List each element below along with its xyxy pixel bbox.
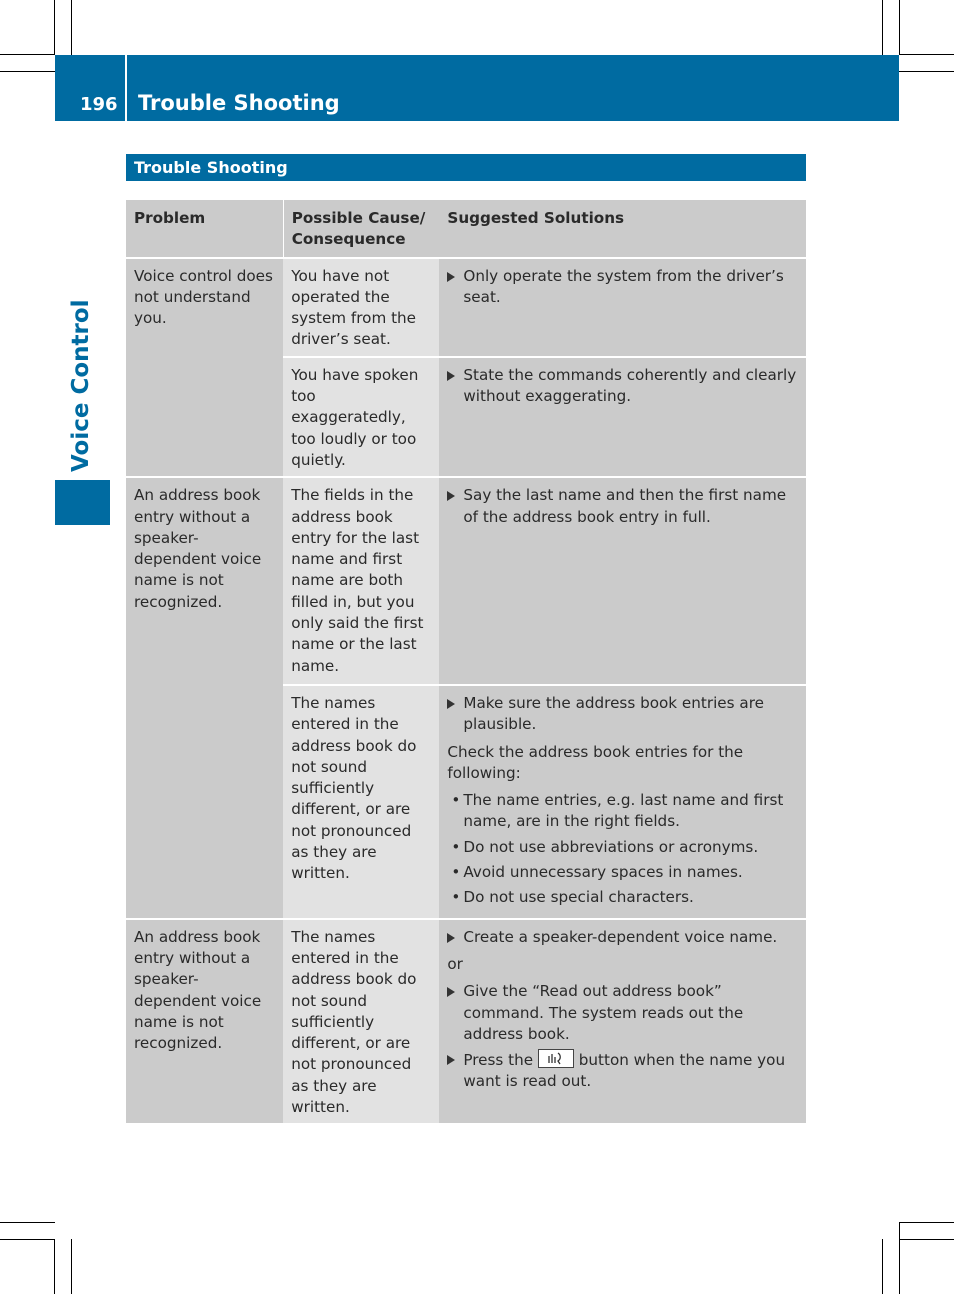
chapter-tab (55, 480, 110, 525)
chapter-label: Voice Control (68, 299, 94, 472)
bullet-icon: • (451, 888, 461, 907)
cause-cell: The fields in the address book entry for the last name and first name are both filled in, but you only said the first name or the last name. (283, 477, 439, 685)
solution-step (447, 485, 799, 528)
column-header-problem: Problem (126, 200, 283, 258)
solution-cell (439, 685, 806, 919)
crop-mark (882, 0, 883, 55)
column-header-solutions: Suggested Solutions (439, 200, 806, 258)
bullet-icon: • (451, 863, 461, 882)
step-text: State the commands coherently and clearly without exaggerating. (463, 365, 797, 406)
bullet-icon: • (451, 791, 461, 810)
problem-cell: Voice control does not understand you. (126, 258, 283, 478)
step-arrow-icon (447, 987, 455, 997)
solution-cell (439, 258, 806, 357)
bullet-text: Do not use special characters. (463, 888, 694, 907)
bullet-text: Do not use abbreviations or acronyms. (463, 837, 759, 856)
crop-mark (0, 1239, 55, 1240)
cause-cell: The names entered in the address book do not sound sufficiently different, or are not pronounced as they are written. (283, 685, 439, 919)
solution-bullet (447, 862, 799, 883)
table-header-row (126, 200, 806, 258)
solution-bullet (447, 837, 799, 858)
problem-cell: An address book entry without a speaker-dependent voice name is not recognized. (126, 477, 283, 918)
troubleshooting-table (126, 200, 806, 1125)
cause-cell: You have not operated the system from the driver’s seat. (283, 258, 439, 357)
crop-mark (882, 1239, 883, 1294)
solution-step (447, 981, 799, 1045)
solution-bullet (447, 887, 799, 908)
step-arrow-icon (447, 371, 455, 381)
step-text: Make sure the address book entries are plausible. (463, 693, 764, 734)
step-text: Press the (463, 1051, 534, 1070)
solution-step (447, 365, 799, 408)
solution-note: Check the address book entries for the following: (447, 742, 744, 782)
crop-mark (54, 1239, 55, 1294)
step-arrow-icon (447, 699, 455, 709)
table-row (126, 258, 806, 357)
crop-mark (899, 1222, 900, 1294)
crop-mark (899, 1222, 954, 1223)
step-text: Create a speaker-dependent voice name. (463, 927, 778, 946)
solution-cell (439, 357, 806, 477)
crop-mark (0, 71, 55, 72)
solution-or: or (447, 954, 463, 973)
crop-mark (71, 1239, 72, 1294)
page-title: Trouble Shooting (138, 91, 340, 115)
page-number: 196 (80, 94, 118, 115)
solution-cell (439, 477, 806, 685)
crop-mark (899, 1239, 954, 1240)
crop-mark (899, 71, 954, 72)
crop-mark (899, 54, 954, 55)
step-text: Only operate the system from the driver’s seat. (463, 266, 784, 306)
column-header-cause: Possible Cause/ Consequence (283, 200, 439, 258)
crop-mark (71, 0, 72, 55)
bullet-text: The name entries, e.g. last name and first name, are in the right fields. (463, 791, 784, 831)
crop-mark (54, 0, 55, 55)
cause-cell: You have spoken too exaggeratedly, too loudly or too quietly. (283, 357, 439, 477)
table-row (126, 477, 806, 685)
step-text: Give the “Read out address book” command. The system reads out the address book. (463, 982, 744, 1043)
crop-mark (0, 54, 55, 55)
solution-bullet (447, 790, 799, 833)
bullet-icon: • (451, 837, 461, 856)
solution-cell (439, 919, 806, 1125)
crop-mark (899, 0, 900, 55)
cause-cell: The names entered in the address book do not sound sufficiently different, or are not pronounced as they are written. (283, 919, 439, 1125)
table-row (126, 919, 806, 1125)
section-heading-bar (126, 154, 806, 181)
bullet-text: Avoid unnecessary spaces in names. (463, 863, 743, 882)
crop-mark (0, 1222, 55, 1223)
solution-step (447, 927, 799, 948)
header-divider (125, 55, 127, 121)
step-text: button when the name you want is read out. (463, 1051, 786, 1091)
step-arrow-icon (447, 1055, 455, 1065)
step-arrow-icon (447, 933, 455, 943)
problem-cell: An address book entry without a speaker-dependent voice name is not recognized. (126, 919, 283, 1125)
step-text: Say the last name and then the first name of the address book entry in full. (463, 486, 787, 526)
solution-step (447, 693, 799, 736)
step-arrow-icon (447, 491, 455, 501)
section-title: Trouble Shooting (134, 158, 288, 177)
solution-step (447, 1049, 799, 1093)
step-arrow-icon (447, 272, 455, 282)
voice-control-button-icon (538, 1049, 574, 1068)
solution-step (447, 266, 799, 309)
